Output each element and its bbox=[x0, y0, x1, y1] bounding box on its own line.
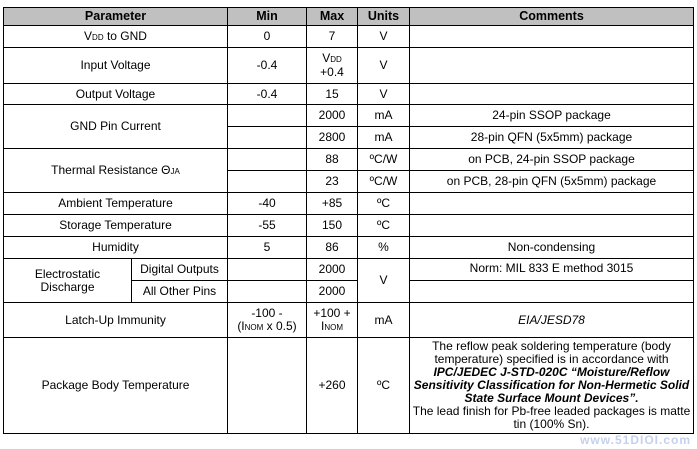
comments-cell: 28-pin QFN (5x5mm) package bbox=[410, 127, 694, 149]
min-cell bbox=[228, 127, 307, 149]
param-storage-temperature: Storage Temperature bbox=[4, 215, 228, 237]
units-cell: ºC/W bbox=[358, 171, 410, 193]
min-cell bbox=[228, 105, 307, 127]
comments-cell bbox=[410, 281, 694, 303]
comments-cell: Norm: MIL 833 E method 3015 bbox=[410, 259, 694, 281]
param-latch-up-immunity: Latch-Up Immunity bbox=[4, 303, 228, 338]
max-cell: 88 bbox=[307, 149, 358, 171]
min-cell bbox=[228, 338, 307, 434]
max-cell: 2000 bbox=[307, 259, 358, 281]
watermark: www.51DIOI.com bbox=[580, 433, 691, 447]
max-cell: 2000 bbox=[307, 281, 358, 303]
comments-cell: on PCB, 24-pin SSOP package bbox=[410, 149, 694, 171]
comments-cell: on PCB, 28-pin QFN (5x5mm) package bbox=[410, 171, 694, 193]
min-cell bbox=[228, 281, 307, 303]
table-row bbox=[4, 237, 694, 259]
param-ambient-temperature: Ambient Temperature bbox=[4, 193, 228, 215]
min-cell: 5 bbox=[228, 237, 307, 259]
table-row bbox=[4, 259, 694, 281]
lead-finish-note: The lead finish for Pb-free leaded packages is matte tin (100% Sn). bbox=[412, 404, 691, 431]
units-cell: ºC/W bbox=[358, 149, 410, 171]
min-cell: -0.4 bbox=[228, 84, 307, 105]
table-row bbox=[4, 105, 694, 127]
absolute-ratings-table bbox=[3, 7, 694, 434]
table-row bbox=[4, 303, 694, 338]
min-cell: -40 bbox=[228, 193, 307, 215]
param-humidity: Humidity bbox=[4, 237, 228, 259]
comments-cell bbox=[410, 338, 694, 434]
max-cell: 86 bbox=[307, 237, 358, 259]
header-min: Min bbox=[228, 8, 307, 26]
min-cell: -0.4 bbox=[228, 48, 307, 84]
units-cell: V bbox=[358, 48, 410, 84]
param-package-body-temperature: Package Body Temperature bbox=[4, 338, 228, 434]
header-comments: Comments bbox=[410, 8, 694, 26]
param-input-voltage: Input Voltage bbox=[4, 48, 228, 84]
min-cell: -55 bbox=[228, 215, 307, 237]
table-row bbox=[4, 338, 694, 434]
units-cell: mA bbox=[358, 105, 410, 127]
units-cell: ºC bbox=[358, 193, 410, 215]
units-cell: V bbox=[358, 84, 410, 105]
units-cell: mA bbox=[358, 303, 410, 338]
units-cell: V bbox=[358, 259, 410, 303]
comments-cell: EIA/JESD78 bbox=[410, 303, 694, 338]
comments-cell bbox=[410, 48, 694, 84]
esd-sub-label: All Other Pins bbox=[132, 281, 228, 303]
esd-sub-label: Digital Outputs bbox=[132, 259, 228, 281]
table-row bbox=[4, 193, 694, 215]
max-cell: 15 bbox=[307, 84, 358, 105]
max-cell: 2000 bbox=[307, 105, 358, 127]
units-cell: ºC bbox=[358, 215, 410, 237]
units-cell: ºC bbox=[358, 338, 410, 434]
min-cell bbox=[228, 149, 307, 171]
comments-cell: 24-pin SSOP package bbox=[410, 105, 694, 127]
comments-cell bbox=[410, 215, 694, 237]
min-cell: -100 - (INOM x 0.5) bbox=[228, 303, 307, 338]
param-gnd-pin-current: GND Pin Current bbox=[4, 105, 228, 149]
table-row bbox=[4, 84, 694, 105]
max-cell: +85 bbox=[307, 193, 358, 215]
header-units: Units bbox=[358, 8, 410, 26]
max-cell: VDD +0.4 bbox=[307, 48, 358, 84]
header-max: Max bbox=[307, 8, 358, 26]
units-cell: V bbox=[358, 26, 410, 48]
units-cell: % bbox=[358, 237, 410, 259]
max-cell: +260 bbox=[307, 338, 358, 434]
param-thermal-resistance: Thermal Resistance ΘJA bbox=[4, 149, 228, 193]
param-electrostatic-discharge: Electrostatic Discharge bbox=[4, 259, 132, 303]
reflow-note: The reflow peak soldering temperature (body temperature) specified is in accordance with bbox=[432, 339, 671, 366]
comments-cell: Non-condensing bbox=[410, 237, 694, 259]
table-row bbox=[4, 26, 694, 48]
param-output-voltage: Output Voltage bbox=[4, 84, 228, 105]
param-vdd: VDD to GND bbox=[4, 26, 228, 48]
max-cell: 23 bbox=[307, 171, 358, 193]
table-row bbox=[4, 215, 694, 237]
min-cell bbox=[228, 171, 307, 193]
max-cell: +100 + INOM bbox=[307, 303, 358, 338]
header-parameter: Parameter bbox=[4, 8, 228, 26]
comments-cell bbox=[410, 26, 694, 48]
max-cell: 2800 bbox=[307, 127, 358, 149]
table-header-row bbox=[4, 8, 694, 26]
min-cell: 0 bbox=[228, 26, 307, 48]
max-cell: 7 bbox=[307, 26, 358, 48]
table-row bbox=[4, 149, 694, 171]
comments-cell bbox=[410, 84, 694, 105]
table-row bbox=[4, 48, 694, 84]
min-cell bbox=[228, 259, 307, 281]
comments-cell bbox=[410, 193, 694, 215]
jedec-standard: IPC/JEDEC J-STD-020C “Moisture/Reflow Sensitivity Classification for Non-Hermetic Solid State Surface Mount Devices”. bbox=[413, 365, 690, 405]
units-cell: mA bbox=[358, 127, 410, 149]
max-cell: 150 bbox=[307, 215, 358, 237]
